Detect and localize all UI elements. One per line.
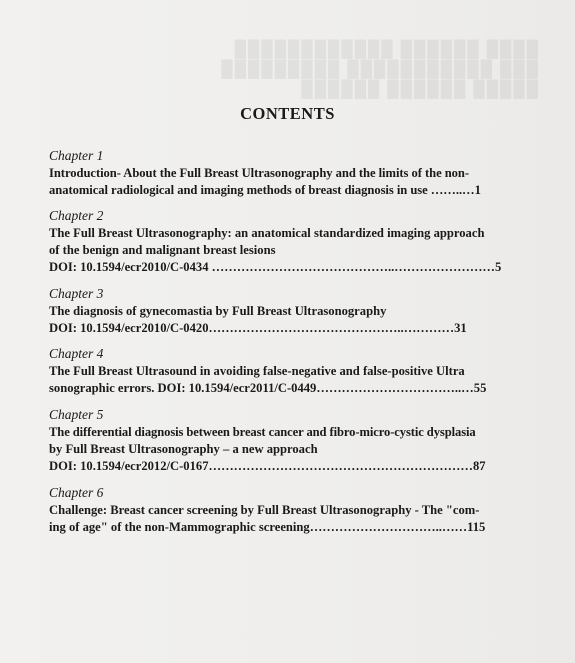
chapter-label: Chapter 1 — [49, 148, 104, 163]
toc-entry-chapter-1[interactable] — [49, 147, 517, 199]
toc-line: DOI: 10.1594/ecr2010/C-0420………………………………………..…………31 — [49, 321, 467, 336]
chapter-label: Chapter 3 — [49, 286, 104, 301]
toc-line: by Full Breast Ultrasonography – a new approach — [49, 442, 318, 457]
chapter-label: Chapter 4 — [49, 346, 104, 361]
reverse-page-bleed-through: ████ ██████ ████████████ ███ ███████████ █████████ █████ ██████ ██████ — [219, 41, 538, 98]
chapter-label: Chapter 6 — [49, 485, 104, 500]
toc-entry-chapter-5[interactable] — [49, 406, 517, 476]
toc-line: The differential diagnosis between breast cancer and fibro-micro-cystic dysplasia — [49, 425, 476, 439]
toc-line: The Full Breast Ultrasound in avoiding false-negative and false-positive Ultra — [49, 364, 465, 378]
toc-line: The Full Breast Ultrasonography: an anatomical standardized imaging approach — [49, 226, 485, 240]
toc-line: DOI: 10.1594/ecr2012/C-0167………………………………………………………87 — [49, 459, 486, 474]
toc-line: The diagnosis of gynecomastia by Full Breast Ultrasonography — [49, 304, 387, 318]
toc-line: anatomical radiological and imaging methods of breast diagnosis in use ……..…1 — [49, 183, 481, 198]
chapter-label: Chapter 2 — [49, 208, 104, 223]
toc-entry-chapter-2[interactable] — [49, 207, 517, 277]
toc-line: ing of age" of the non-Mammographic screening…………………………..……115 — [49, 520, 486, 535]
toc-entry-chapter-3[interactable] — [49, 285, 517, 337]
toc-line: Introduction- About the Full Breast Ultrasonography and the limits of the non- — [49, 166, 470, 180]
toc-line: DOI: 10.1594/ecr2010/C-0434 ……………………………………..……………………5 — [49, 260, 502, 275]
toc-entry-chapter-4[interactable] — [49, 345, 517, 397]
contents-heading: CONTENTS — [240, 104, 335, 123]
toc-entry-chapter-6[interactable] — [49, 484, 517, 536]
toc-line: sonographic errors. DOI: 10.1594/ecr2011/C-0449……………………………..…55 — [49, 381, 487, 396]
chapter-label: Chapter 5 — [49, 407, 104, 422]
toc-line: of the benign and malignant breast lesions — [49, 243, 276, 258]
toc-line: Challenge: Breast cancer screening by Full Breast Ultrasonography - The "com- — [49, 503, 480, 517]
